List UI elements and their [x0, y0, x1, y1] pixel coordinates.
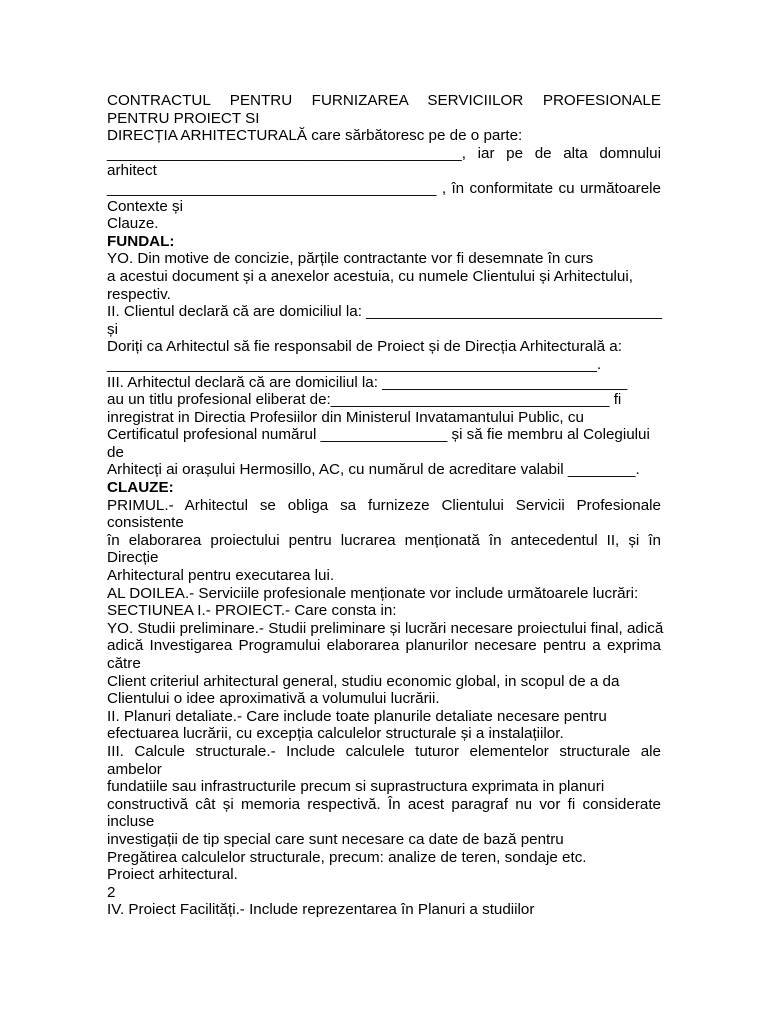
text-line: III. Calcule structurale.- Include calculele tuturor elementelor structurale ale	[107, 742, 661, 760]
text-line: de	[107, 443, 124, 461]
text-line: a acestui document și a anexelor acestuia, cu numele Clientului și Arhitectului,	[107, 267, 633, 285]
text-line: II. Planuri detaliate.- Care include toate planurile detaliate necesare pentru	[107, 707, 607, 725]
text-line: Clientului o idee aproximativă a volumului lucrării.	[107, 690, 440, 708]
text-line: II. Clientul declară că are domiciliul la: ___________________________________	[107, 303, 662, 321]
text-line: fundatiile sau infrastructurile precum si suprastructura exprimata in planuri	[107, 778, 605, 796]
text-line: incluse	[107, 813, 155, 831]
section-heading: CLAUZE:	[107, 479, 174, 497]
document-body	[107, 92, 664, 919]
text-line: către	[107, 655, 141, 672]
text-line: Certificatul profesional numărul _______________ și să fie membru al Colegiului	[107, 426, 650, 444]
text-line: __________________________________________, iar pe de alta domnului	[107, 144, 661, 162]
text-line: au un titlu profesional eliberat de:_________________________________ fi	[107, 391, 622, 409]
text-line: Client criteriul arhitectural general, studiu economic global, in scopul de a da	[107, 672, 620, 690]
text-line: AL DOILEA.- Serviciile profesionale menționate vor include următoarele lucrări:	[107, 584, 639, 602]
text-line: respectiv.	[107, 285, 171, 303]
section-heading: FUNDAL:	[107, 232, 175, 250]
text-line: IV. Proiect Facilități.- Include reprezentarea în Planuri a studiilor	[107, 901, 535, 919]
text-line: Contexte și	[107, 197, 183, 215]
text-line: efectuarea lucrării, cu excepția calculelor structurale și a instalațiilor.	[107, 725, 564, 743]
text-line: YO. Studii preliminare.- Studii preliminare și lucrări necesare proiectului final, adică	[107, 619, 664, 637]
text-line: și	[107, 320, 118, 338]
text-line: Arhitecți ai orașului Hermosillo, AC, cu numărul de acreditare valabil ________.	[107, 461, 640, 479]
text-line: CONTRACTUL PENTRU FURNIZAREA SERVICIILOR PROFESIONALE	[107, 92, 661, 109]
text-line: adică Investigarea Programului elaborarea planurilor necesare pentru a exprima	[107, 637, 661, 655]
text-line: constructivă cât și memoria respectivă. În acest paragraf nu vor fi considerate	[107, 795, 661, 813]
text-line: PENTRU PROIECT SI	[107, 109, 260, 127]
text-line: consistente	[107, 514, 184, 532]
text-line: inregistrat in Directia Profesiilor din Ministerul Invatamantului Public, cu	[107, 408, 584, 426]
text-line: _______________________________________ , în conformitate cu următoarele	[107, 179, 661, 197]
text-line: III. Arhitectul declară că are domiciliul la: _____________________________	[107, 373, 628, 391]
text-line: Doriți ca Arhitectul să fie responsabil de Proiect și de Direcția Arhitecturală a:	[107, 338, 622, 356]
text-line: DIRECȚIA ARHITECTURALĂ care sărbătoresc pe de o parte:	[107, 127, 523, 145]
text-line: SECTIUNEA I.- PROIECT.- Care consta in:	[107, 602, 397, 620]
text-line: Arhitectural pentru executarea lui.	[107, 567, 335, 585]
text-line: Direcție	[107, 549, 159, 567]
text-line: în elaborarea proiectului pentru lucrarea menționată în antecedentul II, și în	[107, 531, 661, 549]
text-line: investigații de tip special care sunt necesare ca date de bază pentru	[107, 830, 564, 848]
text-line: YO. Din motive de concizie, părțile contractante vor fi desemnate în curs	[107, 250, 594, 268]
text-line: PRIMUL.- Arhitectul se obliga sa furnizeze Clientului Servicii Profesionale	[107, 496, 661, 514]
text-line: Pregătirea calculelor structurale, precum: analize de teren, sondaje etc.	[107, 848, 587, 866]
text-line: Proiect arhitectural.	[107, 866, 238, 884]
text-line: Clauze.	[107, 215, 159, 233]
text-line: ambelor	[107, 760, 162, 778]
text-line: __________________________________________________________.	[107, 355, 602, 373]
text-line: arhitect	[107, 162, 157, 180]
text-line: 2	[107, 883, 116, 901]
